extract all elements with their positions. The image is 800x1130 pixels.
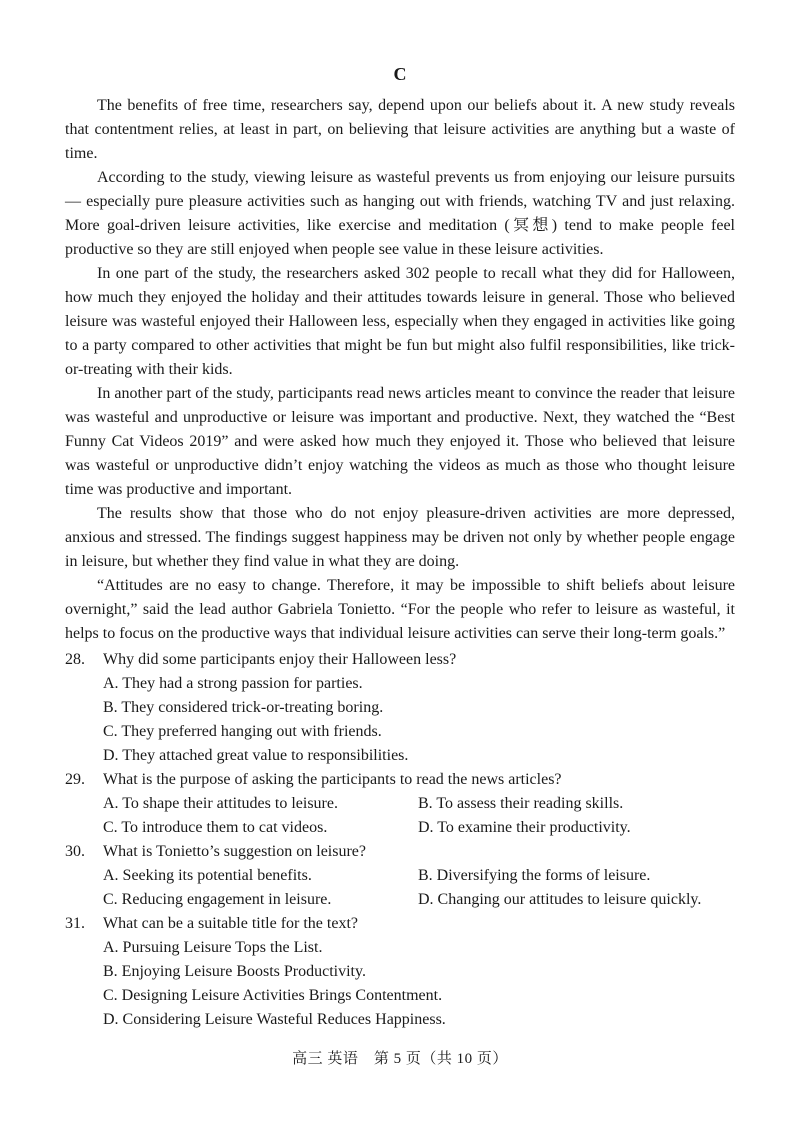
option: C. Designing Leisure Activities Brings Contentment. bbox=[103, 987, 443, 1004]
paragraph: “Attitudes are no easy to change. Therefore, it may be impossible to shift beliefs about leisure overnight,” said the lead author Gabriela Tonietto. “For the people who refer to leisure as wasteful, it helps to focus on the productive ways that individual leisure activities can serve their long-term goals.” bbox=[65, 577, 735, 642]
question-30 bbox=[65, 840, 745, 912]
option: D. They attached great value to responsibilities. bbox=[103, 747, 409, 764]
paragraph: The results show that those who do not enjoy pleasure-driven activities are more depressed, anxious and stressed. The findings suggest happiness may be driven not only by whether people engage in leisure, but whether they find value in what they are doing. bbox=[65, 505, 735, 570]
question-stem: What can be a suitable title for the text? bbox=[103, 915, 358, 932]
paragraph: The benefits of free time, researchers say, depend upon our beliefs about it. A new study reveals that contentment relies, at least in part, on believing that leisure activities are anything but a waste of time. bbox=[65, 97, 735, 162]
section-title: C bbox=[393, 64, 407, 84]
question-stem: What is Tonietto’s suggestion on leisure? bbox=[103, 843, 366, 860]
option: D. To examine their productivity. bbox=[418, 819, 631, 836]
paragraph: According to the study, viewing leisure as wasteful prevents us from enjoying our leisure pursuits — especially pure pleasure activities such as hanging out with friends, watching TV and just relaxing. More goal-driven leisure activities, like exercise and meditation (冥想) tend to make people feel productive so they are still enjoyed when people see value in these leisure activities. bbox=[65, 169, 735, 258]
question-number: 28. bbox=[65, 651, 85, 668]
option: D. Changing our attitudes to leisure quickly. bbox=[418, 891, 702, 908]
option: B. Enjoying Leisure Boosts Productivity. bbox=[103, 963, 366, 980]
question-stem: Why did some participants enjoy their Halloween less? bbox=[103, 651, 457, 668]
option: A. To shape their attitudes to leisure. bbox=[103, 795, 338, 812]
option: D. Considering Leisure Wasteful Reduces Happiness. bbox=[103, 1011, 446, 1028]
question-number: 29. bbox=[65, 771, 85, 788]
question-29 bbox=[65, 768, 745, 840]
option: C. They preferred hanging out with friends. bbox=[103, 723, 382, 740]
question-number: 31. bbox=[65, 915, 85, 932]
option: C. To introduce them to cat videos. bbox=[103, 819, 328, 836]
question-number: 30. bbox=[65, 843, 85, 860]
option: A. Pursuing Leisure Tops the List. bbox=[103, 939, 323, 956]
question-31 bbox=[65, 912, 745, 1032]
option: C. Reducing engagement in leisure. bbox=[103, 891, 332, 908]
questions bbox=[65, 648, 745, 1032]
option: B. They considered trick-or-treating boring. bbox=[103, 699, 384, 716]
reading-passage bbox=[65, 94, 735, 646]
option: A. Seeking its potential benefits. bbox=[103, 867, 312, 884]
question-stem: What is the purpose of asking the participants to read the news articles? bbox=[103, 771, 562, 788]
paragraph: In another part of the study, participants read news articles meant to convince the reader that leisure was wasteful and unproductive or leisure was important and productive. Next, they watched the “Best Funny Cat Videos 2019” and were asked how much they enjoyed it. Those who believed that leisure was wasteful or unproductive didn’t enjoy watching the videos as much as those who thought leisure time was productive and important. bbox=[65, 385, 735, 498]
page-footer: 高三 英语 第 5 页（共 10 页） bbox=[292, 1051, 508, 1067]
paragraph: In one part of the study, the researchers asked 302 people to recall what they did for Halloween, how much they enjoyed the holiday and their attitudes towards leisure in general. Those who believed leisure was wasteful enjoyed their Halloween less, especially when they engaged in activities like going to a party compared to other activities that might be fun but might also fulfil responsibilities, like trick-or-treating with their kids. bbox=[65, 265, 735, 378]
option: A. They had a strong passion for parties. bbox=[103, 675, 363, 692]
option: B. To assess their reading skills. bbox=[418, 795, 624, 812]
question-28 bbox=[65, 648, 745, 768]
option: B. Diversifying the forms of leisure. bbox=[418, 867, 651, 884]
